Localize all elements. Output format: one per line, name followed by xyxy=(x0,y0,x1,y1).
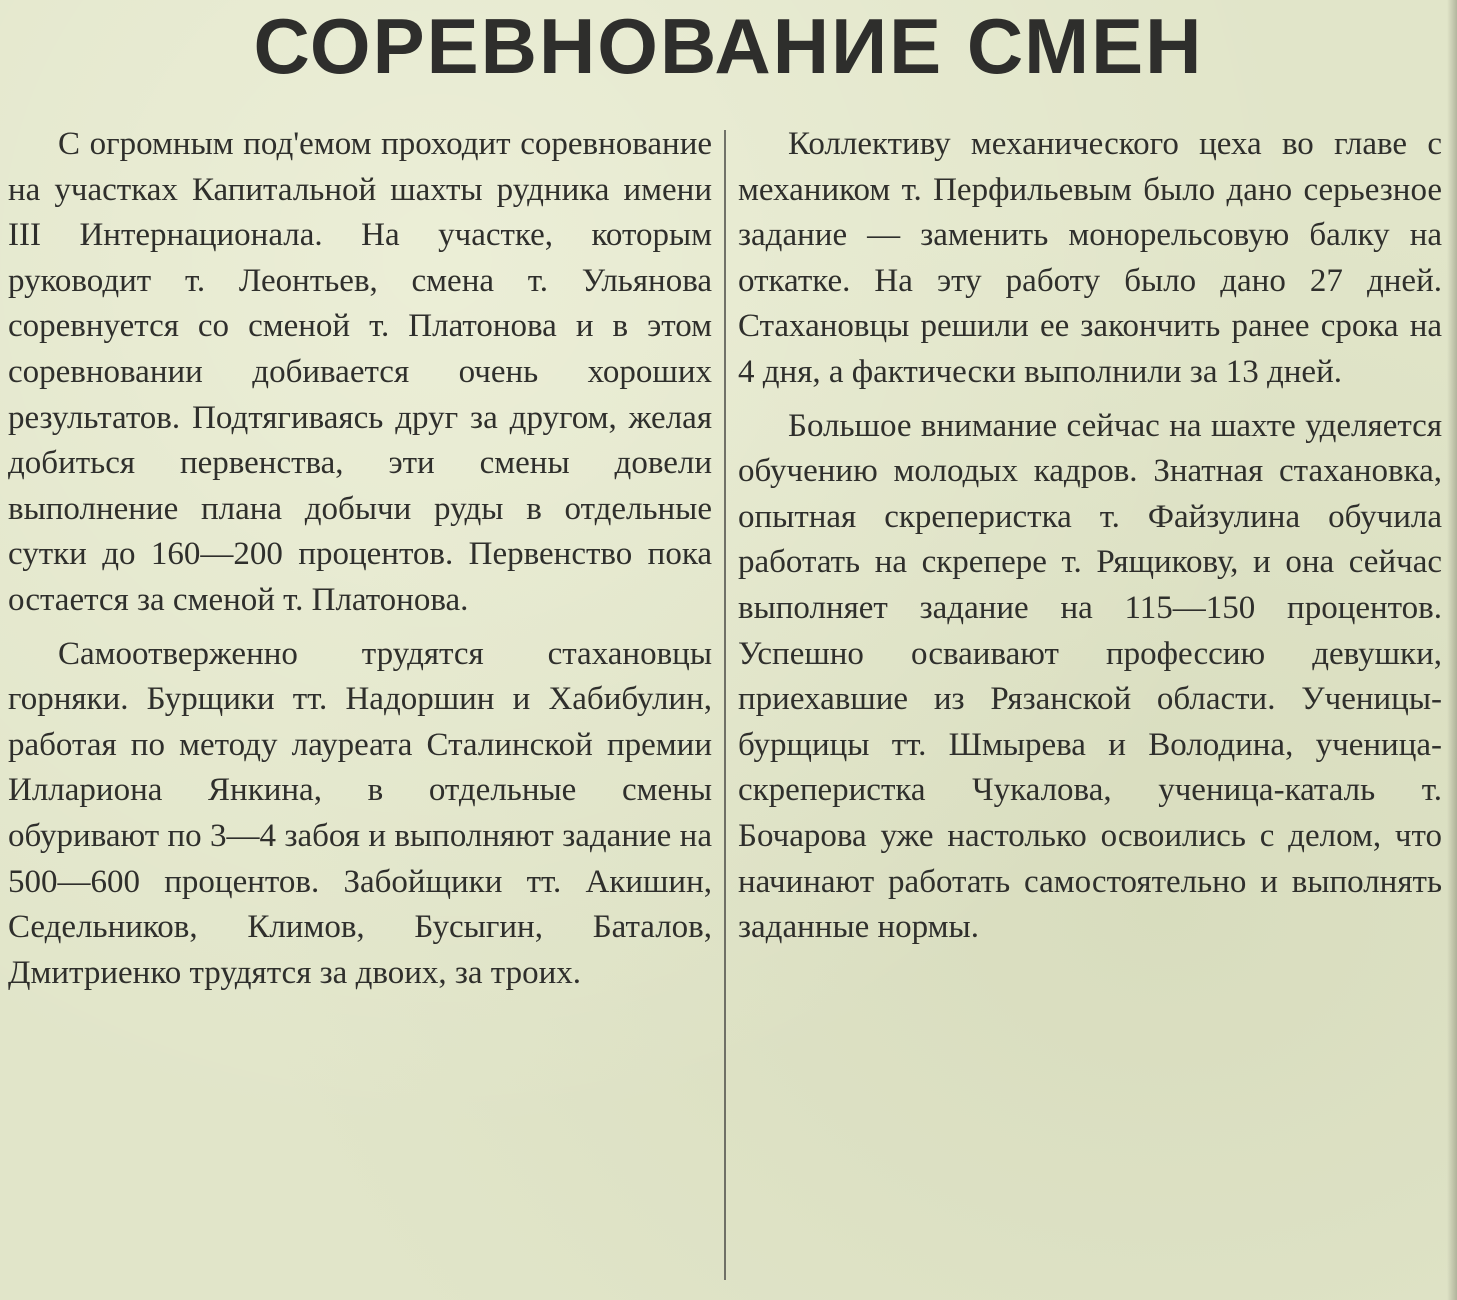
article-paragraph: Коллективу механического цеха во главе с механиком т. Перфильевым было дано серьезное задание — заменить монорельсовую балку на откатке. На эту работу было дано 27 дней. Стахановцы решили ее закончить ранее срока на 4 дня, а фактически выполнили за 13 дней. xyxy=(738,126,1442,390)
article-column-right xyxy=(738,122,1442,959)
article-paragraph: Самоотверженно трудятся стахановцы горняки. Бурщики тт. Надоршин и Хабибулин, работая по методу лауреата Сталинской премии Иллариона Янкина, в отдельные смены обуривают по 3—4 забоя и выполняют задание на 500—600 процентов. Забойщики тт. Акишин, Седельников, Климов, Бусыгин, Баталов, Дмитриенко трудятся за двоих, за троих. xyxy=(8,635,712,991)
article-headline: СОРЕВНОВАНИЕ СМЕН xyxy=(253,2,1204,90)
article-column-left xyxy=(8,122,712,1004)
paper-edge-shadow xyxy=(1447,0,1457,1300)
column-divider xyxy=(724,130,726,1280)
article-paragraph: Большое внимание сейчас на шахте уделяется обучению молодых кадров. Знатная стахановка, опытная скреперистка т. Файзулина обучила работать на скрепере т. Рящикову, и она сейчас выполняет задание на 115—150 процентов. Успешно осваивают профессию девушки, приехавшие из Рязанской области. Ученицы-бурщицы тт. Шмырева и Володина, ученица-скреперистка Чукалова, ученица-каталь т. Бочарова уже настолько освоились с делом, что начинают работать самостоятельно и выполнять заданные нормы. xyxy=(738,407,1442,946)
article-paragraph: С огромным под'емом проходит соревнование на участках Капитальной шахты рудника имени III Интернационала. На участке, которым руководит т. Леонтьев, смена т. Ульянова соревнуется со сменой т. Платонова и в этом соревновании добивается очень хороших результатов. Подтягиваясь друг за другом, желая добиться первенства, эти смены довели выполнение плана добычи руды в отдельные сутки до 160—200 процентов. Первенство пока остается за сменой т. Платонова. xyxy=(8,126,712,618)
